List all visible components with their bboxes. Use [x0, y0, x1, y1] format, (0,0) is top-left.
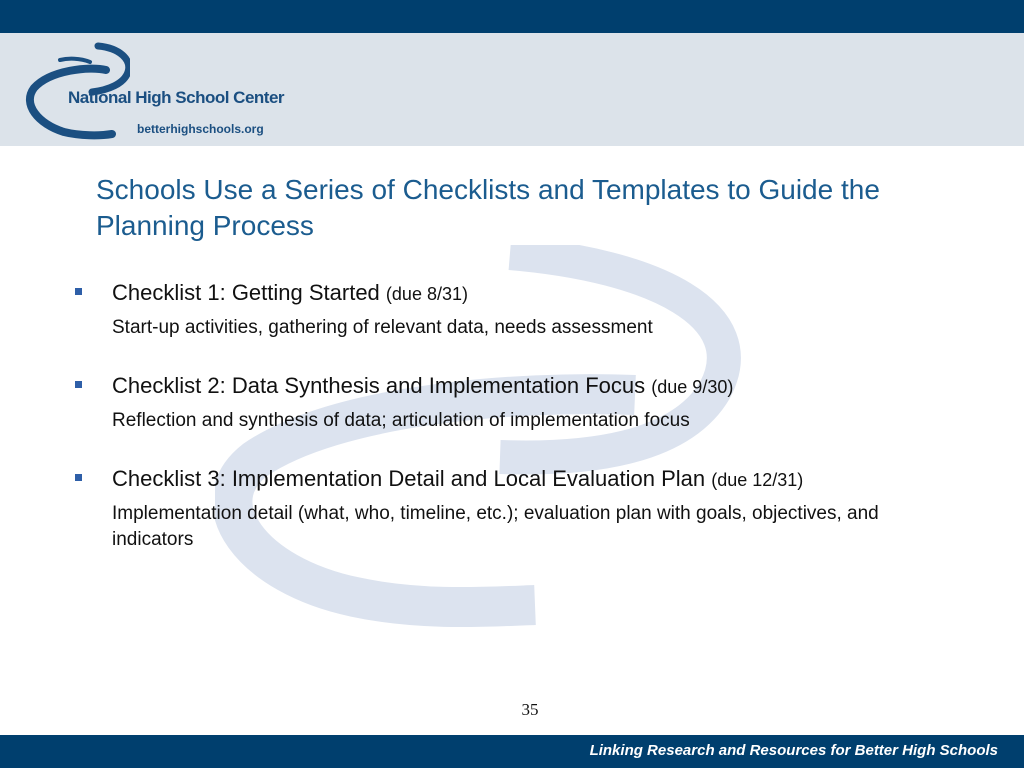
checklist-title: Checklist 1: Getting Started [112, 280, 380, 305]
checklist-list [74, 278, 954, 583]
list-item [74, 464, 954, 553]
square-bullet-icon [75, 381, 82, 388]
footer-tagline: Linking Research and Resources for Better High Schools [589, 742, 998, 759]
checklist-heading [112, 371, 954, 402]
slide-title: Schools Use a Series of Checklists and Templates to Guide the Planning Process [96, 174, 880, 241]
list-item [74, 278, 954, 341]
checklist-heading [112, 278, 954, 309]
square-bullet-icon [75, 288, 82, 295]
due-date: (due 9/30) [651, 377, 734, 397]
due-date: (due 12/31) [711, 470, 804, 490]
checklist-title: Checklist 3: Implementation Detail and Local Evaluation Plan [112, 466, 706, 491]
due-date: (due 8/31) [385, 284, 468, 304]
footer-bar [0, 735, 1024, 768]
checklist-description: Start-up activities, gathering of relevant data, needs assessment [112, 317, 653, 338]
logo-name: National High School Center [68, 88, 285, 107]
page-number: 35 [521, 700, 539, 719]
checklist-title: Checklist 2: Data Synthesis and Implementation Focus [112, 373, 646, 398]
checklist-description: Implementation detail (what, who, timeline, etc.); evaluation plan with goals, objectives, and indicators [112, 503, 879, 550]
list-item [74, 371, 954, 434]
square-bullet-icon [75, 474, 82, 481]
logo-url: betterhighschools.org [137, 122, 264, 136]
checklist-heading [112, 464, 954, 495]
top-bar [0, 0, 1024, 33]
checklist-description: Reflection and synthesis of data; articulation of implementation focus [112, 410, 690, 431]
